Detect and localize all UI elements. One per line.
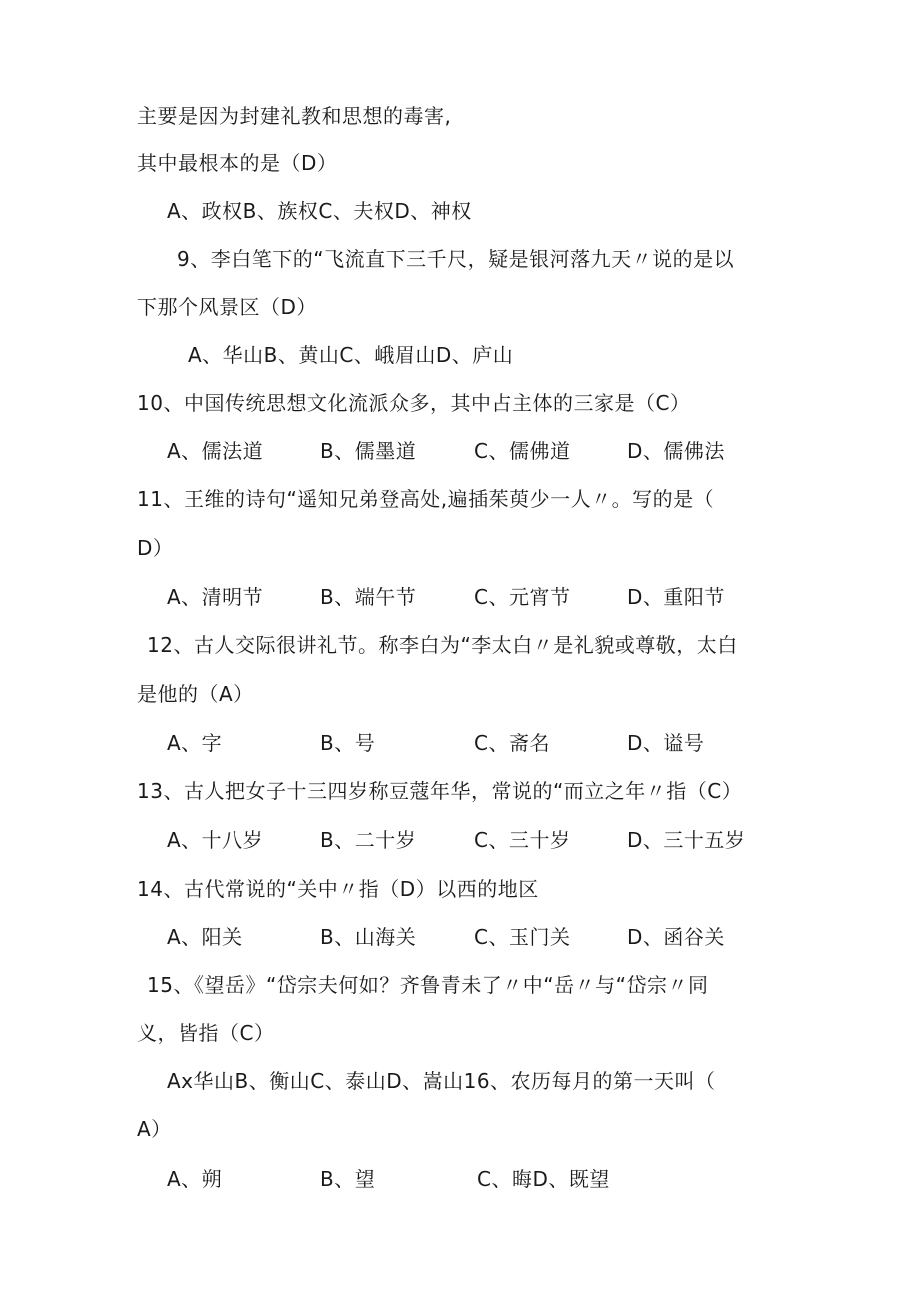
option-a: A、朔 xyxy=(167,1167,223,1191)
option-d: D、三十五岁 xyxy=(627,828,746,852)
question-14: 14、古代常说的“关中〃指（D）以西的地区 xyxy=(137,877,539,901)
option-a: A、清明节 xyxy=(167,585,264,609)
option-b: B、端午节 xyxy=(320,585,417,609)
text-line: D） xyxy=(137,536,174,560)
option-c: C、儒佛道 xyxy=(474,439,571,463)
question-11: 11、王维的诗句“遥知兄弟登高处,遍插茱萸少一人〃。写的是（ xyxy=(137,487,715,511)
option-a: A、字 xyxy=(167,731,223,755)
option-b: B、号 xyxy=(320,731,376,755)
question-9: 9、李白笔下的“飞流直下三千尺，疑是银河落九天〃说的是以 xyxy=(177,247,735,271)
option-c: C、玉门关 xyxy=(474,925,571,949)
options-line: A、华山B、黄山C、峨眉山D、庐山 xyxy=(188,343,514,367)
options-line: Ax华山B、衡山C、泰山D、嵩山16、农历每月的第一天叫（ xyxy=(167,1069,716,1093)
text-line: 其中最根本的是（D） xyxy=(137,151,338,175)
question-13: 13、古人把女子十三四岁称豆蔻年华，常说的“而立之年〃指（C） xyxy=(137,779,743,803)
option-c: C、斋名 xyxy=(474,731,550,755)
option-a: A、十八岁 xyxy=(167,828,264,852)
options-line: A、政权B、族权C、夫权D、神权 xyxy=(167,199,472,223)
question-15: 15、《望岳》“岱宗夫何如？齐鲁青未了〃中“岳〃与“岱宗〃同 xyxy=(147,973,709,997)
options-line: C、晦D、既望 xyxy=(477,1167,610,1191)
option-b: B、二十岁 xyxy=(320,828,417,852)
option-d: D、函谷关 xyxy=(627,925,725,949)
option-d: D、儒佛法 xyxy=(627,439,725,463)
question-10: 10、中国传统思想文化流派众多，其中占主体的三家是（C） xyxy=(137,391,691,415)
option-b: B、山海关 xyxy=(320,925,417,949)
question-12: 12、古人交际很讲礼节。称李白为“李太白〃是礼貌或尊敬，太白 xyxy=(147,633,738,657)
option-c: C、三十岁 xyxy=(474,828,571,852)
option-b: B、儒墨道 xyxy=(320,439,417,463)
text-line: 下那个风景区（D） xyxy=(137,295,317,319)
option-b: B、望 xyxy=(320,1167,376,1191)
option-c: C、元宵节 xyxy=(474,585,571,609)
option-a: A、阳关 xyxy=(167,925,243,949)
text-line: 是他的（A） xyxy=(137,682,254,706)
option-a: A、儒法道 xyxy=(167,439,264,463)
text-line: 义，皆指（C） xyxy=(137,1021,275,1045)
option-d: D、重阳节 xyxy=(627,585,725,609)
text-line: 主要是因为封建礼教和思想的毒害, xyxy=(137,104,452,128)
text-line: A） xyxy=(137,1117,172,1141)
option-d: D、谥号 xyxy=(627,731,705,755)
